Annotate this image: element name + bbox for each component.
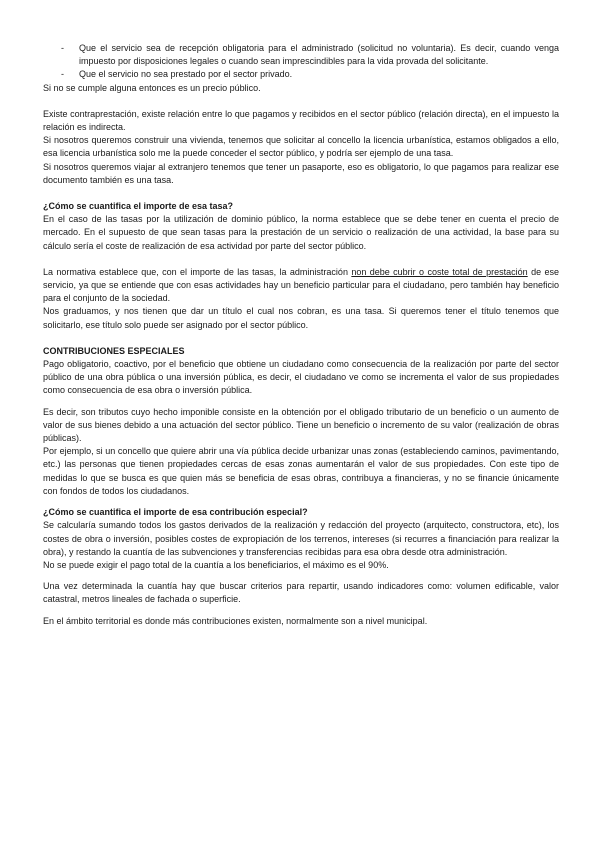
- paragraph: Es decir, son tributos cuyo hecho imponible consiste en la obtención por el obligado tributario de un beneficio o un aumento de valor de sus bienes debido a una actuación del sector público. Tiene un beneficio o incremento de su valor (realización de obras públicas).: [43, 406, 559, 444]
- section-heading: CONTRIBUCIONES ESPECIALES: [43, 345, 185, 356]
- list-item: - Que el servicio sea de recepción obligatoria para el administrado (solicitud no voluntaria). Es decir, cuando venga impuesto por disposiciones legales o cuando sean imprescindibles para la vida provada del solicitante.: [43, 42, 559, 68]
- paragraph: [43, 266, 559, 306]
- paragraph: Existe contraprestación, existe relación entre lo que pagamos y recibidos en el sector público (relación directa), en el impuesto la relación es indirecta.: [43, 108, 559, 133]
- section-heading: ¿Cómo se cuantifica el importe de esa contribución especial?: [43, 507, 308, 518]
- section-heading: ¿Cómo se cuantifica el importe de esa tasa?: [43, 201, 234, 212]
- paragraph: Una vez determinada la cuantía hay que buscar criterios para repartir, usando indicadores como: volumen edificable, valor catastral, metros lineales de fachada o superficie.: [43, 581, 559, 605]
- paragraph: En el ámbito territorial es donde más contribuciones existen, normalmente son a nivel municipal.: [43, 615, 428, 626]
- underlined-text: non debe cubrir o coste total de prestación: [351, 266, 528, 277]
- text-run: de ese servicio, ya que se entiende que con esas actividades hay un beneficio particular para el ciudadano, pero también hay beneficio para el conjunto de la sociedad.: [43, 266, 559, 304]
- paragraph: No se puede exigir el pago total de la cuantía a los beneficiarios, el máximo es el 90%.: [43, 559, 389, 570]
- paragraph: Pago obligatorio, coactivo, por el beneficio que obtiene un ciudadano como consecuencia de la realización por parte del sector público de una obra pública o una inversión pública, es decir, el ciudadano ve como se incrementa el valor de sus propiedades como consecuencia de esa obra o inversión pública.: [43, 359, 559, 396]
- paragraph: En el caso de las tasas por la utilización de dominio público, la norma establece que se debe tener en cuenta el precio de mercado. En el supuesto de que sean tasas para la prestación de un servicio o realización de una actividad, la base para su cálculo sería el coste de realización de esa actividad por parte del sector público.: [43, 214, 559, 251]
- paragraph: Si nosotros queremos construir una vivienda, tenemos que solicitar al concello la licencia urbanística, estamos obligados a ello, esa licencia urbanística solo me la puede conceder el sector público, y podría ser ejemplo de una tasa.: [43, 135, 559, 159]
- paragraph: Si nosotros queremos viajar al extranjero tenemos que tener un pasaporte, eso es obligatorio, lo que pagamos para realizar ese documento también es una tasa.: [43, 161, 559, 185]
- list-item: - Que el servicio no sea prestado por el sector privado.: [43, 68, 559, 81]
- requirements-list: [43, 42, 559, 82]
- paragraph: Si no se cumple alguna entonces es un precio público.: [43, 82, 261, 93]
- paragraph: Por ejemplo, si un concello que quiere abrir una vía pública decide urbanizar unas zonas (estableciendo caminos, pavimentando, etc.) las personas que tienen propiedades cercas de esas zonas aumentarán el valor de sus propiedades. Con este tipo de medidas lo que se busca es que quien más se beneficia de esas obras, contribuya a financieras, y no se financie únicamente con fondos de todos los ciudadanos.: [43, 446, 559, 496]
- text-run: La normativa establece que, con el importe de las tasas, la administración: [43, 266, 352, 277]
- paragraph: Nos graduamos, y nos tienen que dar un título el cual nos cobran, es una tasa. Si queremos tener el título tenemos que solicitarlo, ese título solo puede ser asignado por el sector público.: [43, 306, 559, 330]
- paragraph: Se calcularía sumando todos los gastos derivados de la realización y redacción del proyecto (arquitecto, constructora, etc), los costes de obra o inversión, posibles costes de expropiación de los terrenos, intereses (si recurres a financiación para realizar la obra), y restando la cuantía de las subvenciones y transferencias recibidas para esa obra desde otra administración.: [43, 520, 559, 557]
